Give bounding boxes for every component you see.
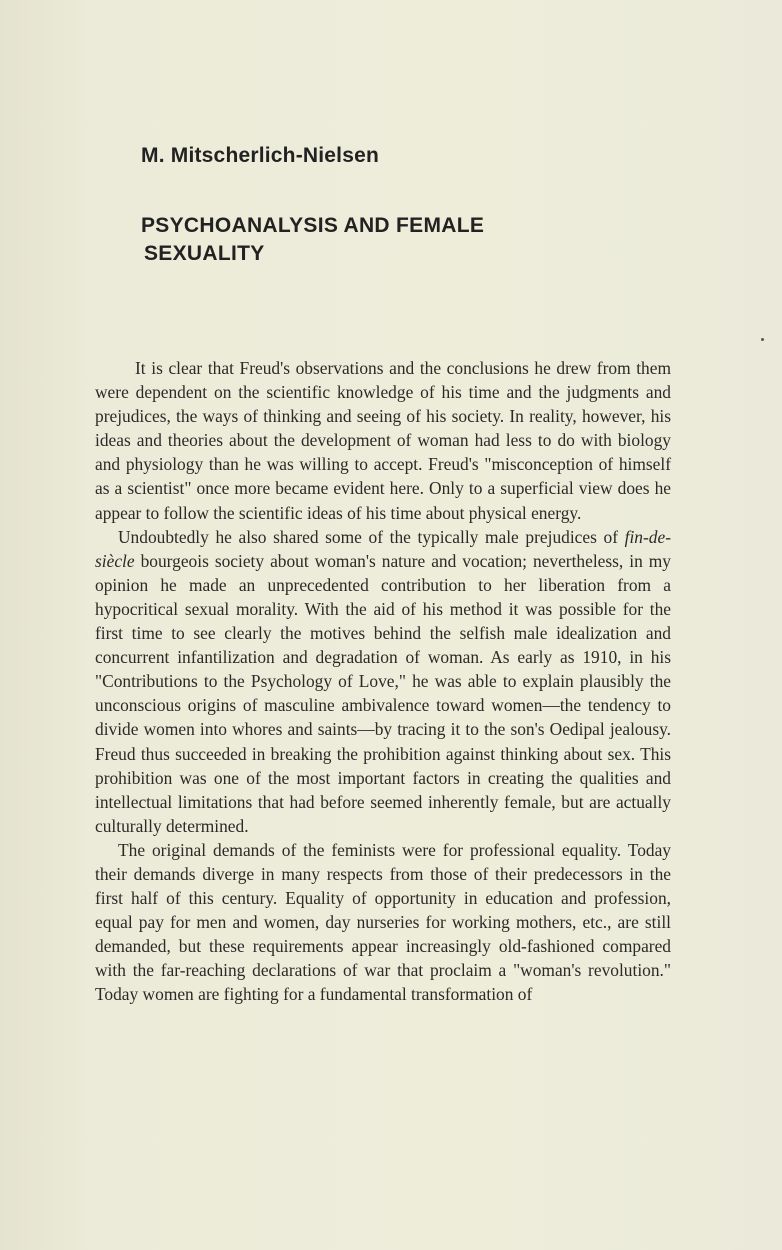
paragraph-2-lead: Undoubtedly he also shared some of the typically male prejudices of <box>118 526 625 547</box>
chapter-title-line-1: PSYCHOANALYSIS AND FEMALE <box>141 214 485 237</box>
body-text <box>95 356 671 1007</box>
paragraph-2 <box>95 525 671 838</box>
paragraph-3: The original demands of the feminists were for professional equality. Today their demands diverge in many respects from those of their predecessors in the first half of this century. Equality of opportunity in education and profession, equal pay for men and women, day nurseries for working mothers, etc., are still demanded, but these requirements appear increasingly old-fashioned compared with the far-reaching declarations of war that proclaim a "woman's revolution." Today women are fighting for a fundamental transformation of <box>95 839 671 1005</box>
paragraph-1: It is clear that Freud's observations and the conclusions he drew from them were dependent on the scientific knowledge of his time and the judgments and prejudices, the ways of thinking and seeing of his society. In reality, however, his ideas and theories about the development of woman had less to do with biology and physiology than he was willing to accept. Freud's "misconception of himself as a scientist" once more became evident here. Only to a superficial view does he appear to follow the scientific ideas of his time about physical energy. <box>95 358 671 523</box>
chapter-title-line-2: SEXUALITY <box>144 242 265 265</box>
chapter-title <box>141 212 621 268</box>
paragraph-2-rest: bourgeois society about woman's nature and vocation; nevertheless, in my opinion he made an unprecedented contribution to her liberation from a hypocritical sexual morality. With the aid of his method it was possible for the first time to see clearly the motives behind the selfish male idealization and concurrent infantilization and degradation of woman. As early as 1910, in his "Contributions to the Psychology of Love," he was able to explain plausibly the unconscious origins of masculine ambivalence toward women—the tendency to divide women into whores and saints—by tracing it to the son's Oedipal jealousy. Freud thus succeeded in breaking the prohibition against thinking about sex. This prohibition was one of the most important factors in creating the qualities and intellectual limitations that had before seemed inherently female, but are actually culturally determined. <box>95 550 671 836</box>
author-name: M. Mitscherlich-Nielsen <box>141 144 379 167</box>
paragraph-2-italic-phrase: fin-de-siècle <box>95 526 671 571</box>
margin-speck <box>761 338 764 341</box>
